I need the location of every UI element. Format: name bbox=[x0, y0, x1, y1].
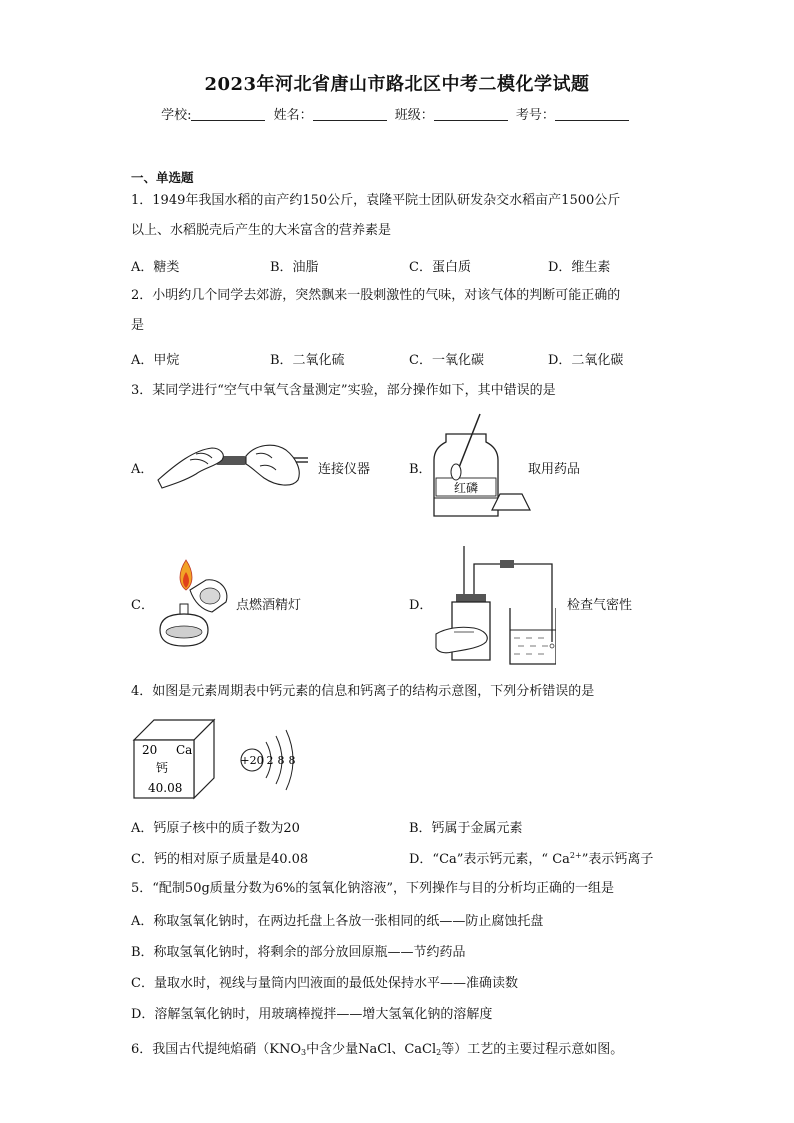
ion-nucleus: +20 bbox=[240, 754, 264, 767]
question-1-line2: 以上、水稻脱壳后产生的大米富含的营养素是 bbox=[131, 223, 392, 238]
ion-shell-1: 2 bbox=[266, 754, 274, 767]
q6-sub2: 2 bbox=[436, 1048, 442, 1057]
question-1-line1: 1．1949年我国水稻的亩产约150公斤，袁隆平院士团队研发杂交水稻亩产1500公斤 bbox=[131, 193, 621, 208]
connect-apparatus-illustration bbox=[156, 436, 316, 494]
q6-suffix: 等）工艺的主要过程示意如图。 bbox=[441, 1042, 624, 1057]
question-1 bbox=[131, 191, 671, 241]
take-reagent-illustration bbox=[428, 412, 534, 522]
q2-option-b: B．二氧化硫 bbox=[270, 353, 345, 368]
q1-option-a: A．糖类 bbox=[131, 260, 180, 275]
number-blank bbox=[555, 108, 629, 121]
q4-option-d-suffix: ”表示钙离子 bbox=[581, 852, 654, 867]
student-info-line bbox=[0, 104, 794, 123]
element-mass: 40.08 bbox=[148, 781, 183, 795]
question-3: 3．某同学进行“空气中氧气含量测定”实验，部分操作如下，其中错误的是 bbox=[131, 383, 556, 398]
school-blank bbox=[191, 108, 265, 121]
q4-option-d-charge: 2+ bbox=[569, 851, 582, 860]
q5-option-b: B．称取氢氧化钠时，将剩余的部分放回原瓶——节约药品 bbox=[131, 945, 466, 960]
element-name: 钙 bbox=[156, 761, 169, 775]
calcium-element-figure bbox=[132, 716, 312, 800]
q3-option-d-letter: D． bbox=[409, 598, 433, 613]
class-blank bbox=[434, 108, 508, 121]
question-2-line1: 2．小明约几个同学去郊游，突然飘来一股刺激性的气味，对该气体的判断可能正确的 bbox=[131, 288, 621, 303]
q4-option-d bbox=[409, 848, 653, 867]
q5-option-c: C．量取水时，视线与量筒内凹液面的最低处保持水平——准确读数 bbox=[131, 976, 518, 991]
q4-option-c: C．钙的相对原子质量是40.08 bbox=[131, 852, 309, 867]
number-label: 考号： bbox=[515, 108, 555, 123]
q2-option-a: A．甲烷 bbox=[131, 353, 180, 368]
section-title: 一、单选题 bbox=[131, 170, 194, 185]
question-2 bbox=[131, 286, 671, 336]
school-label: 学校: bbox=[161, 108, 192, 123]
q3-option-b-letter: B． bbox=[409, 462, 432, 477]
question-6 bbox=[131, 1040, 691, 1063]
ion-shell-3: 8 bbox=[288, 754, 296, 767]
class-label: 班级： bbox=[394, 108, 434, 123]
element-symbol: Ca bbox=[176, 743, 193, 757]
question-4: 4．如图是元素周期表中钙元素的信息和钙离子的结构示意图，下列分析错误的是 bbox=[131, 684, 595, 699]
q1-option-b: B．油脂 bbox=[270, 260, 319, 275]
q2-option-c: C．一氧化碳 bbox=[409, 353, 484, 368]
q1-option-c: C．蛋白质 bbox=[409, 260, 471, 275]
q4-option-a: A．钙原子核中的质子数为20 bbox=[131, 821, 300, 836]
q3-option-c-letter: C． bbox=[131, 598, 154, 613]
q6-prefix: 6．我国古代提纯焰硝（KNO bbox=[131, 1042, 302, 1057]
q3-option-a-caption: 连接仪器 bbox=[318, 462, 371, 477]
q3-option-c-caption: 点燃酒精灯 bbox=[236, 598, 302, 613]
question-2-line2: 是 bbox=[131, 318, 145, 333]
q1-option-d: D．维生素 bbox=[548, 260, 611, 275]
bottle-label: 红磷 bbox=[453, 481, 479, 495]
element-number: 20 bbox=[142, 743, 158, 757]
q2-option-d: D．二氧化碳 bbox=[548, 353, 624, 368]
name-blank bbox=[313, 108, 387, 121]
q4-option-b: B．钙属于金属元素 bbox=[409, 821, 523, 836]
q5-option-a: A．称取氢氧化钠时，在两边托盘上各放一张相同的纸——防止腐蚀托盘 bbox=[131, 914, 544, 929]
ion-shell-2: 8 bbox=[277, 754, 285, 767]
light-alcohol-lamp-illustration bbox=[150, 556, 242, 650]
q6-mid: 中含少量NaCl、CaCl bbox=[306, 1042, 437, 1057]
q3-option-b-caption: 取用药品 bbox=[528, 462, 581, 477]
name-label: 姓名： bbox=[273, 108, 313, 123]
q4-option-d-prefix: D．“Ca”表示钙元素，“ Ca bbox=[409, 852, 570, 867]
airtightness-check-illustration bbox=[434, 542, 556, 666]
q5-option-d: D．溶解氢氧化钠时，用玻璃棒搅拌——增大氢氧化钠的溶解度 bbox=[131, 1007, 493, 1022]
page-title: 2023年河北省唐山市路北区中考二模化学试题 bbox=[204, 74, 590, 95]
q3-option-d-caption: 检查气密性 bbox=[567, 598, 633, 613]
q6-sub1: 3 bbox=[301, 1048, 307, 1057]
q3-option-a-letter: A． bbox=[131, 462, 154, 477]
question-5: 5．“配制50g质量分数为6%的氢氧化钠溶液”，下列操作与目的分析均正确的一组是 bbox=[131, 881, 615, 896]
